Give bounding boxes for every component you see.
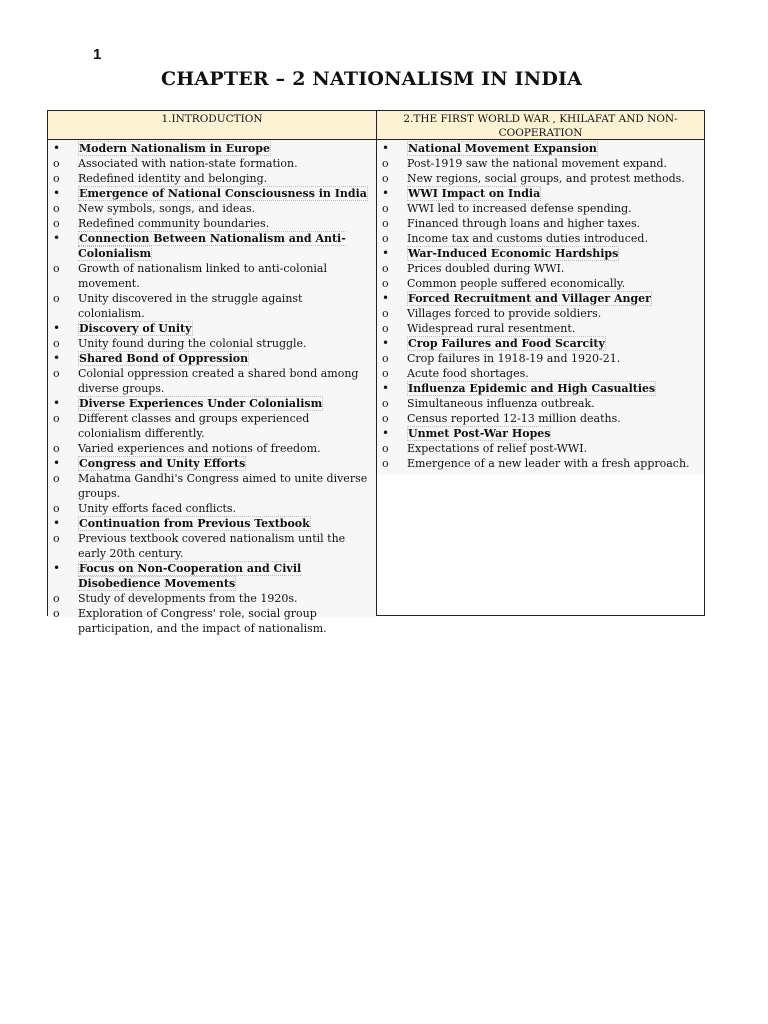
- bullet-heading: [48, 231, 376, 261]
- circle-marker: o: [53, 607, 60, 620]
- sub-point: [377, 201, 704, 216]
- circle-marker: o: [53, 202, 60, 215]
- heading-label: War-Induced Economic Hardships: [408, 247, 619, 260]
- sub-point: [377, 366, 704, 381]
- sub-point: [48, 171, 376, 186]
- bullet-marker: •: [53, 396, 61, 410]
- sub-point: [377, 276, 704, 291]
- sub-point: [377, 456, 704, 471]
- circle-marker: o: [53, 502, 60, 515]
- circle-marker: o: [53, 532, 60, 545]
- bullet-heading: [377, 141, 704, 156]
- bullet-marker: •: [53, 231, 61, 245]
- column-body: [377, 140, 704, 475]
- bullet-heading: [48, 396, 376, 411]
- column-body: [48, 140, 376, 635]
- point-text: Growth of nationalism linked to anti-colonial movement.: [78, 262, 328, 290]
- point-text: Previous textbook covered nationalism until the early 20th century.: [78, 532, 346, 560]
- circle-marker: o: [53, 262, 60, 275]
- bullet-heading: [377, 246, 704, 261]
- bullet-heading: [377, 426, 704, 441]
- point-text: Exploration of Congress' role, social group participation, and the impact of nationalism.: [78, 607, 327, 635]
- point-text: Varied experiences and notions of freedom.: [78, 442, 321, 455]
- bullet-heading: [48, 321, 376, 336]
- point-text: New regions, social groups, and protest methods.: [407, 172, 685, 185]
- point-text: WWI led to increased defense spending.: [407, 202, 632, 215]
- sub-point: [377, 171, 704, 186]
- bullet-marker: •: [382, 141, 390, 155]
- bullet-heading: [48, 351, 376, 366]
- heading-text: [407, 141, 704, 156]
- circle-marker: o: [382, 157, 389, 170]
- point-text: Unity found during the colonial struggle.: [78, 337, 307, 350]
- heading-text: [78, 321, 376, 336]
- point-text: Widespread rural resentment.: [407, 322, 576, 335]
- sub-point: [377, 261, 704, 276]
- sub-point: [48, 501, 376, 516]
- circle-marker: o: [382, 457, 389, 470]
- heading-label: Congress and Unity Efforts: [79, 457, 246, 470]
- point-text: Redefined identity and belonging.: [78, 172, 268, 185]
- heading-text: [407, 336, 704, 351]
- bullet-marker: •: [382, 291, 390, 305]
- sub-point: [377, 321, 704, 336]
- heading-text: [78, 456, 376, 471]
- bullet-heading: [48, 186, 376, 201]
- point-text: Acute food shortages.: [407, 367, 529, 380]
- circle-marker: o: [382, 322, 389, 335]
- heading-label: Connection Between Nationalism and Anti-Colonialism: [78, 232, 346, 260]
- bullet-heading: [48, 561, 376, 591]
- bullet-marker: •: [382, 246, 390, 260]
- heading-label: Modern Nationalism in Europe: [79, 142, 270, 155]
- heading-text: [78, 516, 376, 531]
- circle-marker: o: [382, 262, 389, 275]
- sub-point: [48, 261, 376, 291]
- bullet-heading: [377, 186, 704, 201]
- heading-text: [407, 246, 704, 261]
- circle-marker: o: [53, 172, 60, 185]
- heading-text: [407, 186, 704, 201]
- point-text: Unity efforts faced conflicts.: [78, 502, 237, 515]
- sub-point: [377, 351, 704, 366]
- point-text: Redefined community boundaries.: [78, 217, 270, 230]
- sub-point: [48, 216, 376, 231]
- point-text: Income tax and customs duties introduced.: [407, 232, 648, 245]
- circle-marker: o: [382, 412, 389, 425]
- sub-point: [377, 411, 704, 426]
- heading-label: Crop Failures and Food Scarcity: [408, 337, 605, 350]
- bullet-marker: •: [382, 381, 390, 395]
- point-text: Unity discovered in the struggle against colonialism.: [78, 292, 303, 320]
- heading-label: Forced Recruitment and Villager Anger: [408, 292, 651, 305]
- circle-marker: o: [382, 367, 389, 380]
- heading-text: [78, 231, 376, 261]
- bullet-heading: [48, 516, 376, 531]
- point-text: Emergence of a new leader with a fresh approach.: [407, 457, 690, 470]
- circle-marker: o: [53, 412, 60, 425]
- bullet-heading: [377, 381, 704, 396]
- heading-label: National Movement Expansion: [408, 142, 597, 155]
- bullet-marker: •: [53, 351, 61, 365]
- circle-marker: o: [382, 397, 389, 410]
- sub-point: [377, 441, 704, 456]
- heading-text: [407, 291, 704, 306]
- sub-point: [48, 591, 376, 606]
- point-text: Prices doubled during WWI.: [407, 262, 565, 275]
- heading-label: WWI Impact on India: [408, 187, 541, 200]
- bullet-marker: •: [382, 186, 390, 200]
- sub-point: [48, 471, 376, 501]
- sub-point: [377, 306, 704, 321]
- circle-marker: o: [382, 202, 389, 215]
- circle-marker: o: [53, 592, 60, 605]
- heading-label: Influenza Epidemic and High Casualties: [408, 382, 656, 395]
- point-text: Study of developments from the 1920s.: [78, 592, 298, 605]
- point-text: Colonial oppression created a shared bond among diverse groups.: [78, 367, 359, 395]
- point-text: Census reported 12-13 million deaths.: [407, 412, 621, 425]
- notes-table: [47, 110, 705, 635]
- circle-marker: o: [382, 172, 389, 185]
- bullet-heading: [377, 291, 704, 306]
- circle-marker: o: [382, 217, 389, 230]
- point-text: Villages forced to provide soldiers.: [407, 307, 602, 320]
- sub-point: [48, 366, 376, 396]
- circle-marker: o: [382, 277, 389, 290]
- bullet-marker: •: [53, 321, 61, 335]
- bullet-marker: •: [53, 516, 61, 530]
- bullet-heading: [48, 456, 376, 471]
- heading-text: [407, 426, 704, 441]
- circle-marker: o: [53, 292, 60, 305]
- heading-text: [78, 396, 376, 411]
- bullet-marker: •: [53, 186, 61, 200]
- circle-marker: o: [382, 232, 389, 245]
- circle-marker: o: [53, 442, 60, 455]
- sub-point: [377, 231, 704, 246]
- circle-marker: o: [382, 442, 389, 455]
- sub-point: [48, 156, 376, 171]
- heading-label: Discovery of Unity: [79, 322, 192, 335]
- point-text: Mahatma Gandhi's Congress aimed to unite diverse groups.: [78, 472, 368, 500]
- heading-label: Emergence of National Consciousness in India: [79, 187, 367, 200]
- sub-point: [48, 531, 376, 561]
- circle-marker: o: [53, 217, 60, 230]
- heading-label: Diverse Experiences Under Colonialism: [79, 397, 323, 410]
- bullet-heading: [377, 336, 704, 351]
- bullet-marker: •: [382, 336, 390, 350]
- column-header: 1.INTRODUCTION: [48, 111, 376, 140]
- column-header: 2.THE FIRST WORLD WAR , KHILAFAT AND NON-COOPERATION: [377, 111, 704, 140]
- sub-point: [48, 201, 376, 216]
- circle-marker: o: [53, 472, 60, 485]
- sub-point: [377, 216, 704, 231]
- heading-text: [78, 186, 376, 201]
- sub-point: [48, 606, 376, 636]
- heading-label: Focus on Non-Cooperation and Civil Disobedience Movements: [78, 562, 302, 590]
- point-text: Expectations of relief post-WWI.: [407, 442, 588, 455]
- circle-marker: o: [53, 337, 60, 350]
- bullet-marker: •: [53, 141, 61, 155]
- column-first-world-war: [377, 111, 704, 615]
- circle-marker: o: [382, 352, 389, 365]
- sub-point: [377, 156, 704, 171]
- heading-text: [78, 561, 376, 591]
- bullet-heading: [48, 141, 376, 156]
- circle-marker: o: [382, 307, 389, 320]
- sub-point: [48, 336, 376, 351]
- bullet-marker: •: [382, 426, 390, 440]
- chapter-title: CHAPTER – 2 NATIONALISM IN INDIA: [160, 68, 583, 90]
- point-text: Simultaneous influenza outbreak.: [407, 397, 595, 410]
- point-text: Common people suffered economically.: [407, 277, 626, 290]
- bullet-marker: •: [53, 561, 61, 575]
- page-number: 1: [93, 46, 102, 63]
- sub-point: [48, 291, 376, 321]
- heading-text: [78, 141, 376, 156]
- heading-text: [78, 351, 376, 366]
- point-text: Different classes and groups experienced colonialism differently.: [78, 412, 310, 440]
- sub-point: [377, 396, 704, 411]
- circle-marker: o: [53, 157, 60, 170]
- point-text: Crop failures in 1918-19 and 1920-21.: [407, 352, 621, 365]
- column-introduction: [48, 111, 377, 635]
- point-text: Post-1919 saw the national movement expand.: [407, 157, 667, 170]
- sub-point: [48, 441, 376, 456]
- sub-point: [48, 411, 376, 441]
- bullet-marker: •: [53, 456, 61, 470]
- heading-label: Shared Bond of Oppression: [79, 352, 249, 365]
- heading-text: [407, 381, 704, 396]
- point-text: Associated with nation-state formation.: [78, 157, 298, 170]
- heading-label: Continuation from Previous Textbook: [79, 517, 310, 530]
- heading-label: Unmet Post-War Hopes: [408, 427, 551, 440]
- circle-marker: o: [53, 367, 60, 380]
- point-text: Financed through loans and higher taxes.: [407, 217, 641, 230]
- point-text: New symbols, songs, and ideas.: [78, 202, 256, 215]
